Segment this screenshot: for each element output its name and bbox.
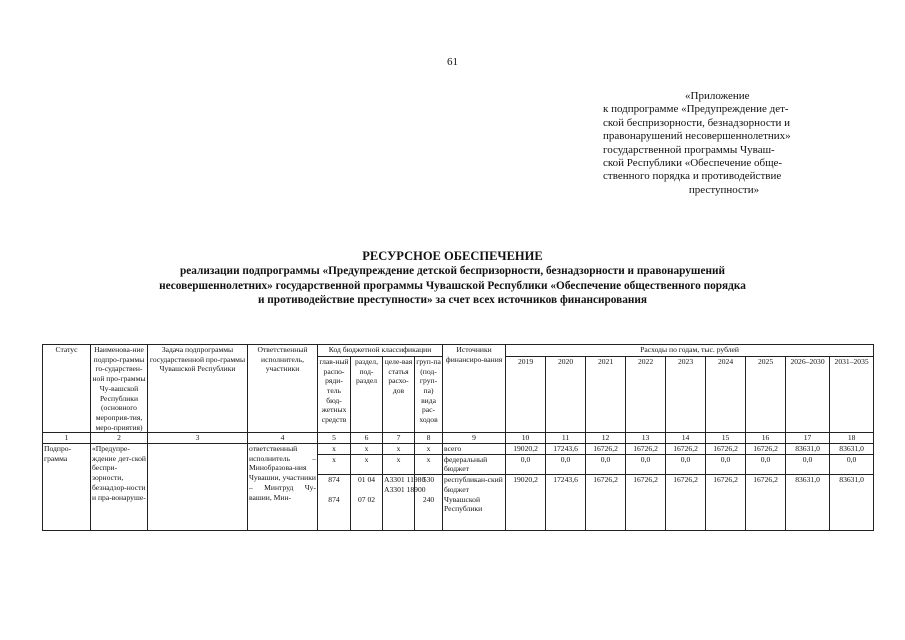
- column-number: 2: [91, 433, 148, 444]
- header-bcc-manager: глав-ный распо-ряди-тель бюд-жетных средств: [318, 356, 351, 432]
- appendix-line: ской беспризорности, безнадзорности и: [603, 116, 791, 129]
- title-line: реализации подпрограммы «Предупреждение детской беспризорности, безнадзорности и правонарушений: [179, 265, 726, 277]
- value-cell: 16726,2: [626, 444, 666, 455]
- value-cell: 0,0: [546, 454, 586, 474]
- value-cell: 16726,2: [746, 444, 786, 455]
- bcc-article-cell: x: [383, 444, 415, 455]
- header-row: [43, 345, 874, 357]
- column-number: 15: [706, 433, 746, 444]
- column-number: 11: [546, 433, 586, 444]
- column-number: 16: [746, 433, 786, 444]
- value-cell: 16726,2: [626, 475, 666, 531]
- value-cell: 16726,2: [706, 475, 746, 531]
- source-cell: федеральный бюджет: [443, 454, 506, 474]
- header-task: Задача подпрограммы государственной про-граммы Чувашской Республики: [148, 345, 248, 433]
- bcc-value: 01 04: [357, 475, 376, 485]
- column-number: 17: [786, 433, 830, 444]
- header-year: 2023: [666, 356, 706, 432]
- column-number: 18: [830, 433, 874, 444]
- status-cell: Подпро-грамма: [43, 444, 91, 531]
- appendix-line: преступности»: [688, 183, 760, 196]
- value-cell: 0,0: [586, 454, 626, 474]
- value-cell: 0,0: [830, 454, 874, 474]
- column-number: 9: [443, 433, 506, 444]
- bcc-value: 240: [422, 494, 435, 504]
- appendix-line: государственной программы Чуваш-: [603, 143, 775, 156]
- header-year: 2031–2035: [830, 356, 874, 432]
- value-cell: 0,0: [626, 454, 666, 474]
- header-year: 2024: [706, 356, 746, 432]
- bcc-type-cell: x: [415, 454, 443, 474]
- column-number: 10: [506, 433, 546, 444]
- bcc-section-cell: x: [351, 454, 383, 474]
- column-number: 5: [318, 433, 351, 444]
- appendix-line: правонарушений несовершеннолетних»: [603, 130, 791, 143]
- header-sources: Источники финансиро-вания: [443, 345, 506, 433]
- table-row: [43, 444, 874, 455]
- header-executor: Ответственный исполнитель, участники: [248, 345, 318, 433]
- header-status: Статус: [43, 345, 91, 433]
- bcc-section-cell: [351, 475, 383, 531]
- value-cell: 16726,2: [586, 444, 626, 455]
- bcc-value: 874: [328, 475, 340, 485]
- title-main: РЕСУРСНОЕ ОБЕСПЕЧЕНИЕ: [362, 249, 543, 263]
- header-year: 2021: [586, 356, 626, 432]
- column-number: 6: [351, 433, 383, 444]
- header-expenses-group: Расходы по годам, тыс. рублей: [506, 345, 874, 357]
- bcc-manager-cell: x: [318, 454, 351, 474]
- appendix-line: ской Республики «Обеспечение обще-: [603, 157, 783, 170]
- header-bcc-group: Код бюджетной классификации: [318, 345, 443, 357]
- bcc-value: А3301 11980: [384, 475, 426, 485]
- column-numbers-row: [43, 433, 874, 444]
- bcc-article-cell: [383, 475, 426, 531]
- value-cell: 0,0: [506, 454, 546, 474]
- task-cell: [148, 444, 248, 531]
- column-number: 4: [248, 433, 318, 444]
- executor-cell: ответственный исполнитель – Минобразова-ния Чувашии, участники – Минтруд Чу-вашии, Мин-: [248, 444, 318, 531]
- bcc-manager-cell: x: [318, 444, 351, 455]
- bcc-section-cell: x: [351, 444, 383, 455]
- column-number: 1: [43, 433, 91, 444]
- bcc-value: А3301 18900: [384, 484, 426, 494]
- column-number: 8: [415, 433, 443, 444]
- bcc-value: 874: [328, 494, 340, 504]
- header-year: 2025: [746, 356, 786, 432]
- header-name: Наименова-ние подпро-граммы го-сударствен-ной про-граммы Чу-вашской Республики (основного мероприя-тия, меро-приятия): [92, 345, 146, 432]
- column-number: 14: [666, 433, 706, 444]
- value-cell: 17243,6: [546, 475, 586, 531]
- bcc-value: 530: [422, 475, 435, 485]
- header-year: 2022: [626, 356, 666, 432]
- value-cell: 83631,0: [786, 444, 830, 455]
- appendix-line: «Приложение: [685, 90, 750, 102]
- value-cell: 16726,2: [666, 475, 706, 531]
- document-title: [0, 248, 905, 308]
- header-year: 2020: [546, 356, 586, 432]
- source-cell: всего: [443, 444, 506, 455]
- value-cell: 19020,2: [506, 475, 546, 531]
- column-number: 13: [626, 433, 666, 444]
- value-cell: 16726,2: [746, 475, 786, 531]
- value-cell: 19020,2: [506, 444, 546, 455]
- appendix-line: к подпрограмме «Предупреждение дет-: [603, 103, 789, 116]
- bcc-article-cell: x: [383, 454, 415, 474]
- header-year: 2019: [506, 356, 546, 432]
- column-number: 12: [586, 433, 626, 444]
- header-year: 2026–2030: [786, 356, 830, 432]
- header-bcc-article: целе-вая статья расхо-дов: [383, 356, 415, 432]
- bcc-type-cell: x: [415, 444, 443, 455]
- column-number: 3: [148, 433, 248, 444]
- title-line: и противодействие преступности» за счет всех источников финансирования: [257, 294, 648, 306]
- appendix-line: ственного порядка и противодействие: [603, 170, 782, 183]
- header-bcc-section: раздел, под-раздел: [351, 356, 383, 432]
- value-cell: 83631,0: [830, 444, 874, 455]
- bcc-manager-cell: [318, 475, 351, 531]
- column-number: 7: [383, 433, 415, 444]
- header-bcc-type: груп-па (под-груп-па) вида рас-ходов: [415, 356, 443, 432]
- resource-table: [42, 344, 874, 531]
- value-cell: 0,0: [786, 454, 830, 474]
- value-cell: 0,0: [706, 454, 746, 474]
- value-cell: 83631,0: [786, 475, 830, 531]
- value-cell: 16726,2: [586, 475, 626, 531]
- program-name-cell: «Предупре-ждение дет-ской беспри-зорности, безнадзор-ности и пра-вонаруше-: [91, 444, 148, 531]
- source-cell: республикан-ский бюджет Чувашской Республики: [443, 475, 506, 531]
- value-cell: 16726,2: [666, 444, 706, 455]
- value-cell: 17243,6: [546, 444, 586, 455]
- value-cell: 83631,0: [830, 475, 874, 531]
- title-line: несовершеннолетних» государственной программы Чувашской Республики «Обеспечение общественного порядка: [159, 279, 746, 292]
- value-cell: 0,0: [666, 454, 706, 474]
- appendix-note: [603, 90, 845, 197]
- page-number: 61: [447, 56, 458, 68]
- value-cell: 16726,2: [706, 444, 746, 455]
- bcc-value: 07 02: [357, 494, 376, 504]
- value-cell: 0,0: [746, 454, 786, 474]
